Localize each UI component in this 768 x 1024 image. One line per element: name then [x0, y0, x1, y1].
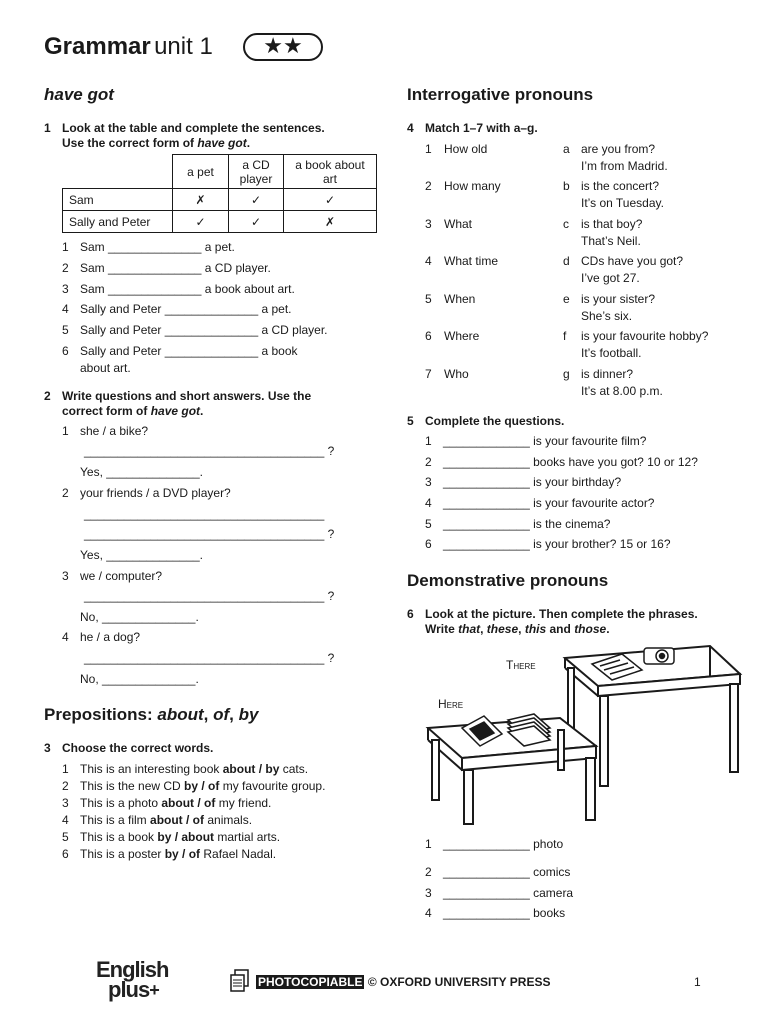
match-letter: f: [563, 329, 567, 343]
heading-comma: ,: [229, 705, 239, 724]
item-number: 2: [425, 865, 432, 879]
table-row-name: Sam: [63, 189, 173, 211]
question-number: 6: [407, 607, 414, 621]
q4-instruction: Match 1–7 with a–g.: [425, 121, 538, 135]
table-row-name: Sally and Peter: [63, 211, 173, 233]
q5-instruction: Complete the questions.: [425, 414, 565, 428]
question-number: 5: [407, 414, 414, 428]
match-letter: g: [563, 367, 570, 381]
match-left: What: [444, 217, 473, 231]
q2-instruction: [62, 389, 311, 419]
match-letter: c: [563, 217, 569, 231]
match-right-answer: I’ve got 27.: [581, 271, 640, 285]
match-left: Who: [444, 367, 469, 381]
item-text: my favourite group.: [219, 779, 326, 793]
page-title: [44, 33, 213, 61]
word-choice[interactable]: by / about: [157, 830, 215, 844]
match-right-question: is the concert?: [581, 179, 660, 193]
match-right-answer: It’s at 8.00 p.m.: [581, 384, 663, 398]
item-text: Rafael Nadal.: [200, 847, 277, 861]
q3-instruction: Choose the correct words.: [62, 741, 214, 755]
item-number: 4: [425, 254, 432, 268]
item-number: 5: [425, 517, 432, 531]
q1-instruction: [62, 121, 325, 151]
item-number: 5: [425, 292, 432, 306]
list-item-text[interactable]: _____________ is your favourite actor?: [443, 496, 655, 510]
list-item: [80, 847, 276, 861]
q2-prompt: we / computer?: [80, 569, 163, 583]
list-item-text[interactable]: _____________ is your favourite film?: [443, 434, 647, 448]
logo-word-english: English: [96, 957, 169, 982]
item-text: This is a poster: [80, 847, 165, 861]
item-number: 7: [425, 367, 432, 381]
section-interrogative-heading: Interrogative pronouns: [407, 85, 594, 104]
q2-prompt: she / a bike?: [80, 424, 149, 438]
question-number: 3: [44, 741, 51, 755]
logo-plus-text: plus: [108, 977, 150, 1002]
table-corner: [63, 155, 173, 189]
match-right-answer: She’s six.: [581, 309, 633, 323]
prepositions-heading-text: Prepositions:: [44, 705, 158, 724]
list-item-text[interactable]: _____________ books: [443, 906, 566, 920]
item-number: 5: [62, 830, 69, 844]
word-choice[interactable]: about / by: [222, 762, 280, 776]
list-item-text[interactable]: _____________ is your birthday?: [443, 475, 622, 489]
match-letter: d: [563, 254, 570, 268]
list-item-text: Sally and Peter ______________ a CD player.: [80, 323, 328, 337]
match-right-answer: It’s football.: [581, 346, 642, 360]
short-answer[interactable]: No, ______________.: [80, 610, 199, 624]
match-right-answer: It’s on Tuesday.: [581, 196, 664, 210]
match-right-question: are you from?: [581, 142, 656, 156]
short-answer[interactable]: Yes, ______________.: [80, 548, 204, 562]
item-number: 2: [62, 261, 69, 275]
item-text: animals.: [204, 813, 253, 827]
table-header-book: a book about art: [284, 155, 377, 189]
q1-instruction-line1: Look at the table and complete the sentences.: [62, 121, 325, 135]
item-number: 4: [425, 496, 432, 510]
match-left: When: [444, 292, 476, 306]
item-number: 4: [62, 630, 69, 644]
item-number: 5: [62, 323, 69, 337]
item-number: 6: [62, 344, 69, 358]
item-number: 1: [62, 240, 69, 254]
logo-plus-sign: +: [149, 980, 159, 1000]
table-cell-mark: ✗: [173, 189, 229, 211]
list-item-text[interactable]: _____________ is your brother? 15 or 16?: [443, 537, 671, 551]
list-item: [80, 813, 252, 827]
match-left: Where: [444, 329, 480, 343]
item-number: 3: [425, 475, 432, 489]
list-item-text: Sam ______________ a CD player.: [80, 261, 271, 275]
q2-instruction-line1: Write questions and short answers. Use the: [62, 389, 312, 403]
english-plus-logo: [96, 957, 216, 1008]
title-unit: unit 1: [154, 33, 213, 60]
word-choice[interactable]: by / of: [164, 847, 201, 861]
section-prepositions-heading: [44, 705, 258, 725]
item-number: 3: [425, 217, 432, 231]
answer-line[interactable]: ____________________________________ ?: [84, 651, 335, 665]
q2-period: .: [200, 404, 204, 418]
list-item-text[interactable]: _____________ camera: [443, 886, 574, 900]
list-item-text[interactable]: _____________ books have you got? 10 or 12?: [443, 455, 698, 469]
question-number: 1: [44, 121, 51, 135]
item-text: This is a photo: [80, 796, 162, 810]
table-cell-mark: ✓: [284, 189, 377, 211]
item-text: cats.: [279, 762, 309, 776]
have-got-table: [62, 154, 377, 233]
q1-line2-text: Use the correct form of: [62, 136, 198, 150]
q6-instruction: [425, 607, 698, 637]
item-number: 1: [425, 837, 432, 851]
q1-period: .: [246, 136, 251, 150]
tables-illustration: [410, 636, 750, 826]
match-letter: e: [563, 292, 570, 306]
camera-icon: [644, 648, 674, 664]
q6-instruction-line1: Look at the picture. Then complete the phrases.: [425, 607, 698, 621]
match-right-question: is dinner?: [581, 367, 634, 381]
list-item-text[interactable]: _____________ comics: [443, 865, 571, 879]
publisher-text: © OXFORD UNIVERSITY PRESS: [367, 975, 551, 989]
item-number: 2: [425, 179, 432, 193]
list-item-continuation: about art.: [80, 361, 131, 375]
table-cell-mark: ✓: [173, 211, 229, 233]
list-item-text: Sally and Peter ______________ a book: [80, 344, 298, 358]
heading-about: about: [157, 705, 204, 724]
answer-line[interactable]: ____________________________________ ?: [84, 527, 335, 541]
item-number: 1: [62, 424, 69, 438]
word-these: these: [486, 622, 519, 636]
list-item: [80, 796, 271, 810]
short-answer[interactable]: No, ______________.: [80, 672, 199, 686]
match-right-question: CDs have you got?: [581, 254, 684, 268]
item-number: 6: [62, 847, 69, 861]
photocopiable-label: PHOTOCOPIABLE: [258, 975, 363, 989]
list-item-text: Sally and Peter ______________ a pet.: [80, 302, 292, 316]
word-choice[interactable]: about / of: [161, 796, 216, 810]
item-number: 4: [62, 302, 69, 316]
q2-prompt: he / a dog?: [80, 630, 141, 644]
word-this: this: [524, 622, 547, 636]
q2-instruction-line2: [62, 404, 311, 419]
match-left: How old: [444, 142, 488, 156]
match-right-question: is that boy?: [581, 217, 643, 231]
match-right-answer: That’s Neil.: [581, 234, 641, 248]
list-item: [80, 779, 325, 793]
item-number: 4: [425, 906, 432, 920]
list-item: [80, 830, 280, 844]
heading-comma: ,: [203, 705, 214, 724]
answer-line[interactable]: ____________________________________ ?: [84, 589, 335, 603]
item-number: 4: [62, 813, 69, 827]
table-cell-mark: ✓: [229, 211, 284, 233]
question-number: 4: [407, 121, 414, 135]
match-left: What time: [444, 254, 499, 268]
list-item-text: Sam ______________ a book about art.: [80, 282, 295, 296]
difficulty-stars: ★★: [243, 33, 323, 61]
item-text: This is a film: [80, 813, 151, 827]
item-number: 2: [425, 455, 432, 469]
q1-instruction-line2: [62, 136, 325, 151]
section-demonstrative-heading: Demonstrative pronouns: [407, 571, 609, 590]
item-number: 1: [425, 142, 432, 156]
q6-sep: ,: [480, 622, 487, 636]
word-those: those: [574, 622, 607, 636]
item-text: This is an interesting book: [80, 762, 223, 776]
item-text: my friend.: [215, 796, 272, 810]
q2-prompt: your friends / a DVD player?: [80, 486, 231, 500]
question-number: 2: [44, 389, 51, 403]
q6-text: Write: [425, 622, 459, 636]
item-text: This is a book: [80, 830, 158, 844]
match-right-question: is your favourite hobby?: [581, 329, 709, 343]
title-grammar: Grammar: [44, 33, 151, 60]
match-right-answer: I’m from Madrid.: [581, 159, 668, 173]
list-item-text[interactable]: _____________ photo: [443, 837, 564, 851]
q6-period: .: [606, 622, 610, 636]
q2-have-got: have got: [150, 404, 201, 418]
item-number: 2: [62, 486, 69, 500]
item-text: martial arts.: [214, 830, 281, 844]
logo-word-plus: [108, 977, 216, 1002]
match-right-question: is your sister?: [581, 292, 656, 306]
photocopy-icon: [230, 969, 250, 993]
item-number: 3: [425, 886, 432, 900]
label-here: Here: [438, 697, 464, 711]
q6-sep: and: [546, 622, 575, 636]
item-number: 1: [62, 762, 69, 776]
item-number: 1: [425, 434, 432, 448]
item-number: 2: [62, 779, 69, 793]
page-number: 1: [694, 975, 701, 989]
item-number: 6: [425, 537, 432, 551]
section-have-got-heading: have got: [44, 85, 114, 104]
word-choice[interactable]: about / of: [150, 813, 205, 827]
table-cell-mark: ✗: [284, 211, 377, 233]
q6-sep: ,: [518, 622, 525, 636]
list-item: [80, 762, 308, 776]
list-item-text: Sam ______________ a pet.: [80, 240, 235, 254]
q6-instruction-line2: [425, 622, 698, 637]
table-header-cd: a CD player: [229, 155, 284, 189]
item-number: 3: [62, 569, 69, 583]
item-number: 6: [425, 329, 432, 343]
heading-by: by: [238, 705, 259, 724]
item-number: 3: [62, 282, 69, 296]
table-header-pet: a pet: [173, 155, 229, 189]
short-answer[interactable]: Yes, ______________.: [80, 465, 204, 479]
list-item-text[interactable]: _____________ is the cinema?: [443, 517, 611, 531]
item-text: This is the new CD: [80, 779, 185, 793]
q1-have-got: have got: [197, 136, 247, 150]
match-left: How many: [444, 179, 501, 193]
q2-line2-text: correct form of: [62, 404, 151, 418]
match-letter: a: [563, 142, 570, 156]
footer-copyright: [256, 975, 550, 989]
heading-of: of: [213, 705, 230, 724]
word-that: that: [458, 622, 481, 636]
answer-line[interactable]: ____________________________________ ?: [84, 444, 335, 458]
match-letter: b: [563, 179, 570, 193]
list-item: [62, 240, 69, 254]
answer-line[interactable]: ____________________________________: [84, 507, 325, 521]
label-there: There: [506, 658, 536, 672]
table-cell-mark: ✓: [229, 189, 284, 211]
word-choice[interactable]: by / of: [184, 779, 220, 793]
item-number: 3: [62, 796, 69, 810]
